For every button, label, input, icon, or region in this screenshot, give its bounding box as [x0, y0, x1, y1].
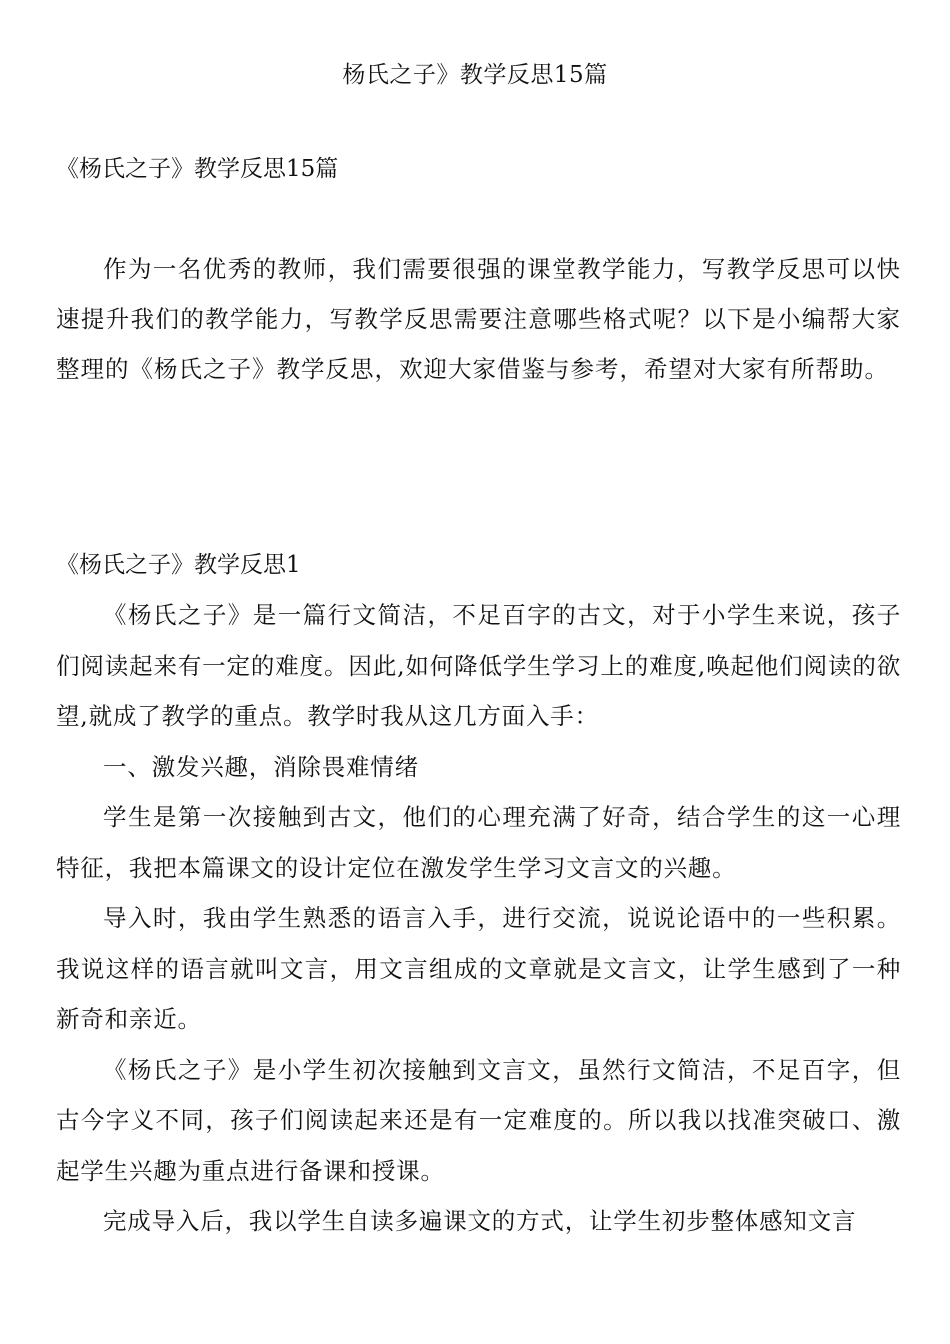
- document-title: 杨氏之子》教学反思15篇: [342, 62, 608, 88]
- body-paragraph: 学生是第一次接触到古文，他们的心理充满了好奇，结合学生的这一心理特征，我把本篇课文的设计定位在激发学生学习文言文的兴趣。: [56, 803, 901, 882]
- intro-paragraph: 作为一名优秀的教师，我们需要很强的课堂教学能力，写教学反思可以快速提升我们的教学能力，写教学反思需要注意哪些格式呢？以下是小编帮大家整理的《杨氏之子》教学反思，欢迎大家借鉴与参考，希望对大家有所帮助。: [56, 255, 901, 383]
- reflection-section-1: [56, 540, 901, 1247]
- section-heading: 《杨氏之子》教学反思1: [56, 552, 301, 578]
- subheading-paragraph: 一、激发兴趣，消除畏难情绪: [103, 752, 419, 781]
- body-paragraph: 《杨氏之子》是小学生初次接触到文言文，虽然行文简洁，不足百字，但古今字义不同，孩子们阅读起来还是有一定难度的。所以我以找准突破口、激起学生兴趣为重点进行备课和授课。: [56, 1055, 901, 1185]
- body-paragraph: 《杨氏之子》是一篇行文简洁，不足百字的古文，对于小学生来说，孩子们阅读起来有一定的难度。因此,如何降低学生学习上的难度,唤起他们阅读的欲望,就成了教学的重点。教学时我从这几方面入手：: [56, 601, 901, 730]
- document-subtitle: 《杨氏之子》教学反思15篇: [56, 156, 339, 182]
- body-paragraph: 导入时，我由学生熟悉的语言入手，进行交流，说说论语中的一些积累。我说这样的语言就叫文言，用文言组成的文章就是文言文，让学生感到了一种新奇和亲近。: [56, 904, 901, 1033]
- body-paragraph: 完成导入后，我以学生自读多遍课文的方式，让学生初步整体感知文言: [103, 1207, 857, 1235]
